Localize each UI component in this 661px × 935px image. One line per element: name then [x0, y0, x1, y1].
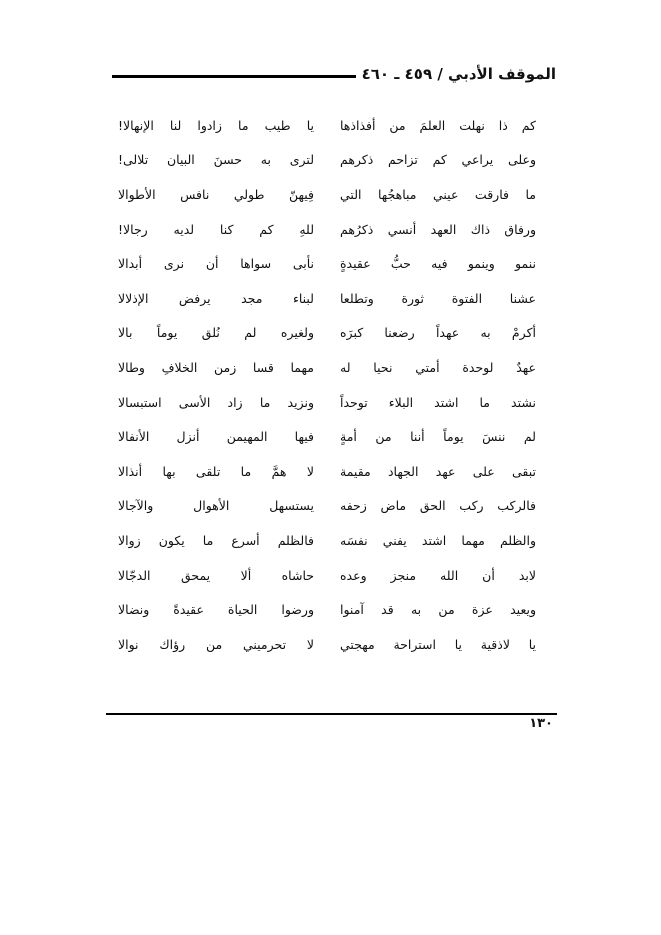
- verse: [118, 558, 536, 593]
- verse: [118, 385, 536, 420]
- second-hemistich: لا همَّ ما تلقى بها أنذالا: [118, 463, 314, 479]
- second-hemistich: يستسهل الأهوال والآجالا: [118, 498, 314, 514]
- first-hemistich: ننمو وينمو فيه حبُّ عقيدةٍ: [340, 256, 536, 272]
- verse: [118, 177, 536, 212]
- verse: [118, 627, 536, 662]
- second-hemistich: للهِ كم كنا لديه رجالا!: [118, 221, 314, 237]
- verse: [118, 316, 536, 351]
- second-hemistich: ورضوا الحياة عقيدةً ونضالا: [118, 602, 314, 618]
- second-hemistich: حاشاه ألا يمحق الدجّالا: [118, 567, 314, 583]
- second-hemistich: فالظلم أسرع ما يكون زوالا: [118, 532, 314, 548]
- header-rule: [112, 75, 356, 78]
- first-hemistich: وعلى يراعي كم تزاحم ذكرهم: [340, 152, 536, 168]
- verse: [118, 281, 536, 316]
- second-hemistich: فيها المهيمن أنزل الأنفالا: [118, 429, 314, 445]
- verse: [118, 419, 536, 454]
- second-hemistich: ولغيره لم نُلق يوماً بالا: [118, 325, 314, 341]
- verse: [118, 350, 536, 385]
- first-hemistich: والظلم مهما اشتد يفني نفسَه: [340, 532, 536, 548]
- second-hemistich: لبناء مجد يرفض الإذلالا: [118, 290, 314, 306]
- first-hemistich: كم ذا نهلت العلمَ من أفذاذها: [340, 117, 536, 133]
- verse: [118, 523, 536, 558]
- second-hemistich: نأبى سواها أن نرى أبدالا: [118, 256, 314, 272]
- verse: [118, 108, 536, 143]
- verse: [118, 143, 536, 178]
- verse: [118, 212, 536, 247]
- first-hemistich: فالركب ركب الحق ماض زحفه: [340, 498, 536, 514]
- verse: [118, 592, 536, 627]
- first-hemistich: ما فارقت عيني مباهجُها التي: [340, 186, 536, 202]
- verse: [118, 489, 536, 524]
- second-hemistich: يا طيب ما زادوا لنا الإنهالا!: [118, 117, 314, 133]
- first-hemistich: أكرمْ به عهداً رضعنا كبرَه: [340, 325, 536, 341]
- first-hemistich: ويعيد عزة من به قد آمنوا: [340, 602, 536, 618]
- second-hemistich: ونزيد ما زاد الأسى استبسالا: [118, 394, 314, 410]
- page-number: ١٣٠: [529, 716, 553, 731]
- second-hemistich: لترى به حسنَ البيان تلالى!: [118, 152, 314, 168]
- second-hemistich: مهما قسا زمن الخلافِ وطالا: [118, 359, 314, 375]
- verse: [118, 246, 536, 281]
- first-hemistich: ورفاق ذاك العهد أنسي ذكرُهم: [340, 221, 536, 237]
- journal-title: الموقف الأدبي / ٤٥٩ ـ ٤٦٠: [361, 65, 556, 83]
- first-hemistich: تبقى على عهد الجهاد مقيمة: [340, 463, 536, 479]
- first-hemistich: نشتد ما اشتد البلاء توحداً: [340, 394, 536, 410]
- footer-rule: [106, 713, 557, 715]
- second-hemistich: لا تحرميني من رؤاك نوالا: [118, 636, 314, 652]
- first-hemistich: يا لاذقية يا استراحة مهجتي: [340, 636, 536, 652]
- poem-body: [118, 108, 536, 662]
- second-hemistich: فِيهنّ طولي نافس الأطوالا: [118, 186, 314, 202]
- verse: [118, 454, 536, 489]
- first-hemistich: عشنا الفتوة ثورة وتطلعا: [340, 290, 536, 306]
- first-hemistich: لابد أن الله منجز وعده: [340, 567, 536, 583]
- first-hemistich: عهدٌ لوحدة أمتي نحيا له: [340, 359, 536, 375]
- first-hemistich: لم ننسَ يوماً أننا من أمةٍ: [340, 429, 536, 445]
- running-header: [112, 62, 556, 86]
